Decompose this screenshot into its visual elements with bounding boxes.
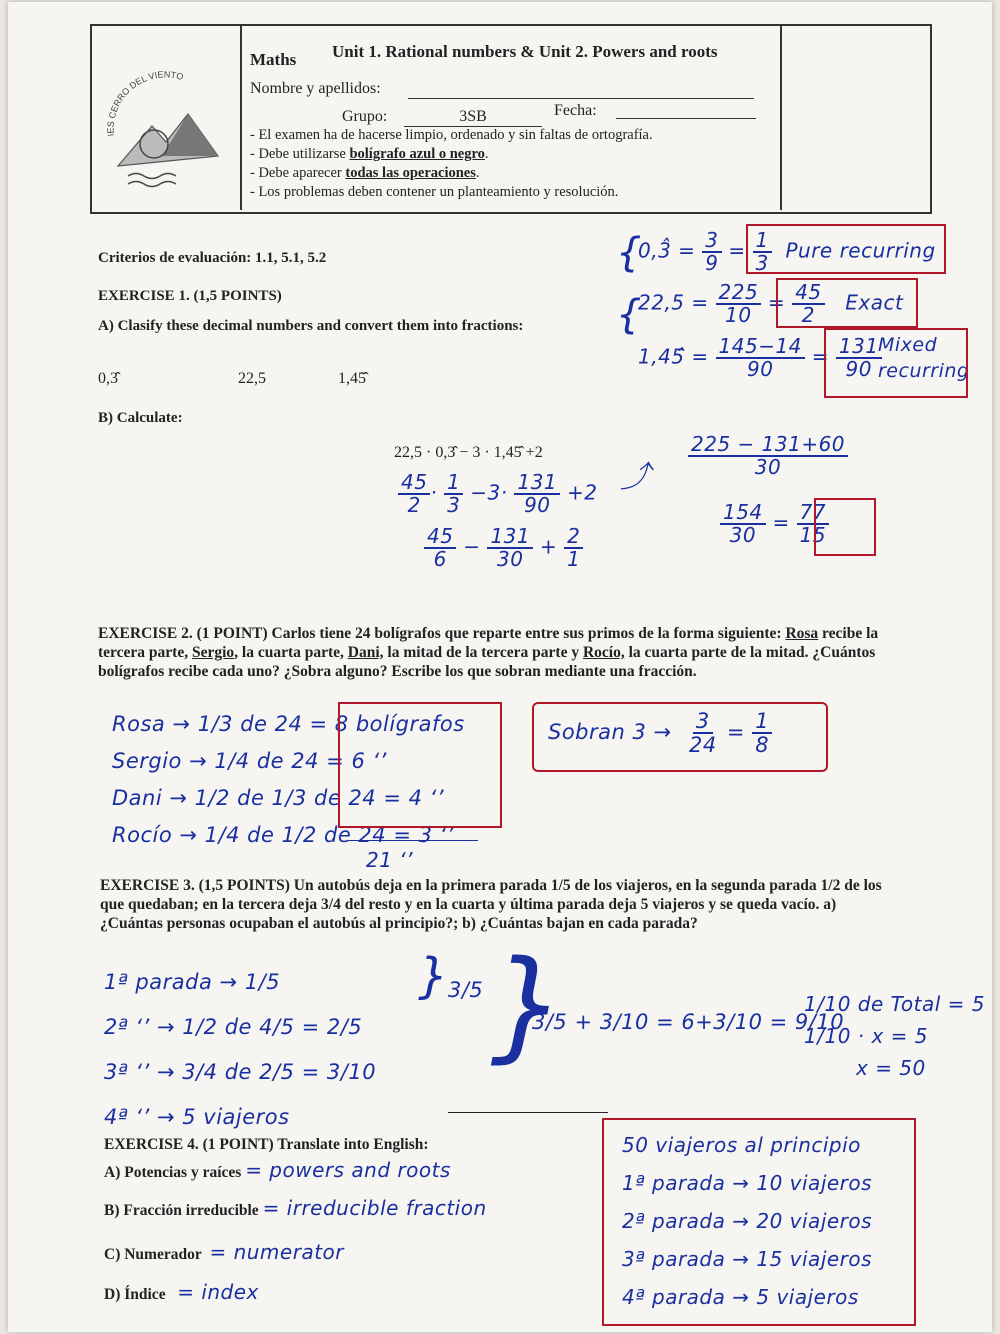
name-label: Nombre y apellidos: [250, 80, 381, 97]
name-line [408, 98, 754, 99]
unit-title: Unit 1. Rational numbers & Unit 2. Powers and roots [332, 42, 718, 61]
ex4-item: B) Fracción irreducible = irreducible fraction [104, 1196, 487, 1220]
brace-icon: { [616, 230, 642, 276]
ex1-part-a: A) Clasify these decimal numbers and convert them into fractions: [98, 318, 524, 334]
school-logo [92, 26, 242, 210]
ex1-work-right1: $\frac{225 - 131+60}{30}$ [688, 434, 848, 478]
ex4-item: A) Potencias y raíces = powers and roots [104, 1158, 451, 1182]
brace-icon: } [490, 936, 567, 1075]
ex2-total: 21 ‘’ [366, 848, 414, 872]
ex4-item: C) Numerador = numerator [104, 1240, 345, 1264]
ex1-row-exact: 22,5 = $\frac{225}{10}$ = $\frac{45}{2}$ Exact [638, 280, 904, 327]
answer-box [746, 224, 946, 274]
rule-line: - Debe aparecer todas las operaciones. [250, 165, 480, 181]
logo-text: IES CERRO DEL VIENTO [105, 69, 185, 137]
brace-icon: { [616, 292, 642, 338]
ex1-work-line2: $\frac{45}{6}$ − $\frac{131}{30}$ + $\frac{2}{1}$ [424, 526, 583, 570]
sum-line [348, 840, 478, 841]
group-value: 3SB [404, 108, 542, 127]
ex1-work-right2: $\frac{154}{30}$ = $\frac{77}{15}$ [720, 502, 829, 546]
arrow-icon: ⤴ [620, 460, 651, 495]
svg-text:IES CERRO DEL VIENTO [106, 69, 185, 136]
ex1-expression: 22,5 · 0,3̂ − 3 · 1,45̂ +2 [394, 444, 543, 461]
criteria: Criterios de evaluación: 1.1, 5.1, 5.2 [98, 250, 327, 266]
ex1-part-b: B) Calculate: [98, 410, 183, 426]
rule-line: - Los problemas deben contener un planteamiento y resolución. [250, 184, 619, 200]
brace-icon: } [418, 948, 450, 1004]
rule-line: - El examen ha de hacerse limpio, ordenado y sin faltas de ortografía. [250, 127, 653, 143]
exam-sheet [8, 2, 992, 1332]
ex3-stop-row: 1ª parada → 1/5 [104, 970, 281, 994]
ex3-brace-frac: 3/5 [448, 978, 484, 1002]
ex3-stop-row: 2ª ‘’ → 1/2 de 4/5 = 2/5 [104, 1015, 363, 1039]
ex3-answer: 4ª parada → 5 viajeros [622, 1285, 859, 1309]
answer-box [776, 278, 918, 328]
grade-box [780, 26, 930, 210]
ex3-answer: 50 viajeros al principio [622, 1133, 861, 1157]
ex1-row-pure: 0,3̂ = $\frac{3}{9}$ = $\frac{1}{3}$ Pure recurring [638, 228, 936, 275]
ex3-answer: 3ª parada → 15 viajeros [622, 1247, 873, 1271]
answer-box [824, 328, 968, 398]
ex3-answer: 1ª parada → 10 viajeros [622, 1171, 873, 1195]
ex1-title: EXERCISE 1. (1,5 POINTS) [98, 288, 282, 304]
ex3-answers [622, 1126, 872, 1316]
ex3-stop-row: 4ª ‘’ → 5 viajeros [104, 1105, 290, 1129]
ex3-total [804, 988, 985, 1084]
ex3-statement: EXERCISE 3. (1,5 POINTS) Un autobús deja en la primera parada 1/5 de los viajeros, en la segunda parada 1/2 de los que quedaban; en la tercera deja 3/4 del resto y en la cuarta y última parada deja 5 viajeros y se queda vacío. a) ¿Cuántas personas ocupaban el autobús al principio?; b) ¿Cuántas bajan en cada parada? [100, 877, 882, 932]
ex1-work-line1: $\frac{45}{2}$ · $\frac{1}{3}$ −3· $\frac{131}{90}$ +2 [398, 472, 598, 516]
ex2-row: Dani → 1/2 de 1/3 de 24 = 4 ‘’ [112, 786, 445, 810]
ex3-sum: 3/5 + 3/10 = 6+3/10 = 9/10 [532, 1010, 845, 1034]
ex1-row-mixed: 1,45̂ = $\frac{145-14}{90}$ = $\frac{131}{90}$ [638, 336, 882, 380]
rule-line: - Debe utilizarse bolígrafo azul o negro. [250, 146, 489, 162]
results-box [338, 702, 502, 828]
ex3-total-line: 1/10 de Total = 5 [804, 992, 985, 1016]
subject-label: Maths [250, 50, 297, 69]
exam-header [90, 24, 932, 214]
ex3-total-line: x = 50 [856, 1056, 926, 1080]
ex4-title: EXERCISE 4. (1 POINT) Translate into English: [104, 1136, 429, 1153]
ex4-item: D) Índice = index [104, 1280, 259, 1304]
date-line [616, 118, 756, 119]
ex1-type-mixed: Mixed recurring [878, 334, 970, 382]
divider-line [448, 1112, 608, 1113]
ex2-row: Sergio → 1/4 de 24 = 6 ‘’ [112, 749, 387, 773]
ex1-numbers: 0,3̂ 22,5 1,45̂ [98, 370, 366, 387]
result-box [814, 498, 876, 556]
ex2-row: Rosa → 1/3 de 24 = 8 bolígrafos [112, 712, 465, 736]
date-label: Fecha: [554, 102, 597, 119]
ex3-stop-row: 3ª ‘’ → 3/4 de 2/5 = 3/10 [104, 1060, 377, 1084]
ex2-leftover: Sobran 3 → $\frac{3}{24}$ = $\frac{1}{8}$ [548, 710, 772, 756]
ex2-statement: EXERCISE 2. (1 POINT) Carlos tiene 24 bolígrafos que reparte entre sus primos de la forma siguiente: Rosa recibe la tercera parte, Sergio, la cuarta parte, Dani, la mitad de la tercera parte y Rocío, la cuarta parte de la mitad. ¿Cuántos bolígrafos recibe cada uno? ¿Sobra alguno? Escribe los que sobran mediante una fracción. [98, 625, 879, 680]
ex3-answer: 2ª parada → 20 viajeros [622, 1209, 873, 1233]
group-label: Grupo: [342, 108, 388, 125]
exam-rules [250, 126, 653, 202]
ex2-row: Rocío → 1/4 de 1/2 de 24 = 3 ‘’ [112, 823, 455, 847]
ex3-total-line: 1/10 · x = 5 [804, 1024, 929, 1048]
